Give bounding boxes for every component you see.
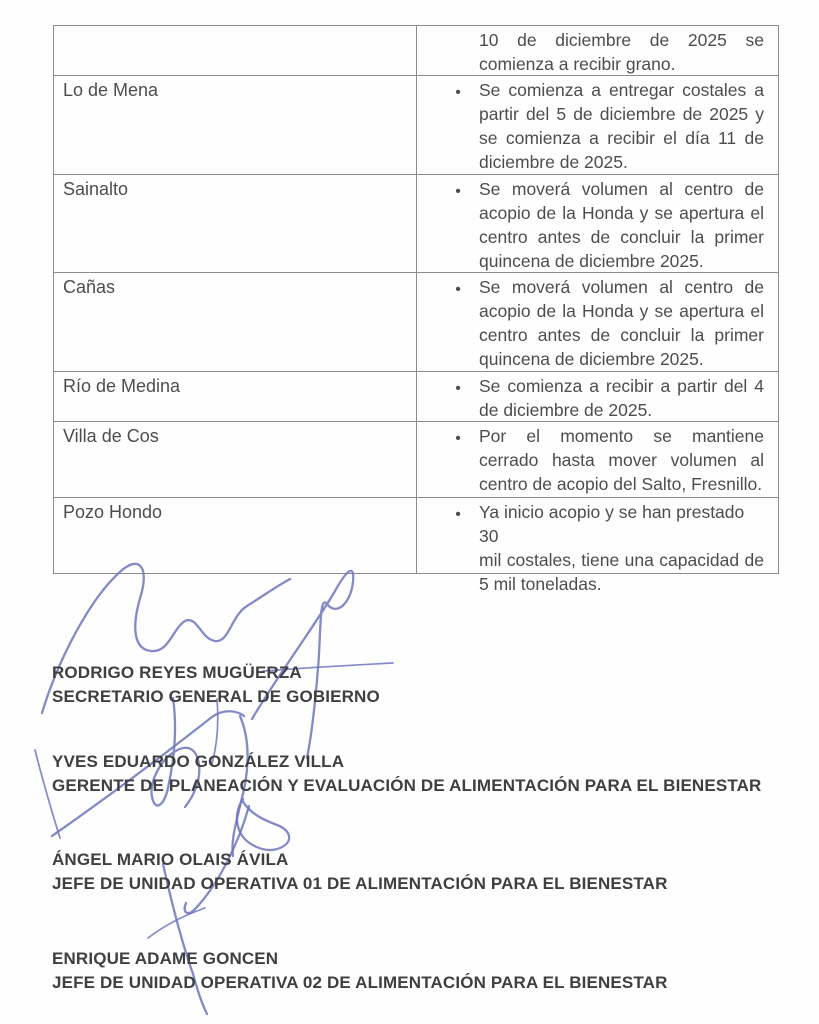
signatory-block: [52, 750, 761, 797]
note-line: 5 mil toneladas.: [479, 574, 602, 594]
note-text: [479, 500, 764, 594]
signatory-name: ÁNGEL MARIO OLAIS ÁVILA: [52, 850, 289, 869]
location-cell: [54, 76, 417, 174]
note-line: centro antes de concluir la primer: [479, 325, 764, 345]
note-cell: [417, 26, 778, 75]
signatory-block: [52, 661, 380, 708]
bullet-icon: •: [455, 430, 461, 447]
signatory-title: JEFE DE UNIDAD OPERATIVA 02 DE ALIMENTACIÓN PARA EL BIENESTAR: [52, 972, 668, 992]
note-text: [479, 28, 764, 75]
note-line: de diciembre de 2025.: [479, 400, 653, 420]
note-line: se comienza a recibir el día 11 de: [479, 128, 764, 148]
note-line: centro antes de concluir la primer: [479, 227, 764, 247]
signatory-title: SECRETARIO GENERAL DE GOBIERNO: [52, 686, 380, 706]
note-cell: [417, 76, 778, 174]
note-line: mil costales, tiene una capacidad de: [479, 550, 764, 570]
note-line: quincena de diciembre 2025.: [479, 349, 704, 369]
note-cell: [417, 498, 778, 594]
note-line: Por el momento se mantiene: [479, 426, 764, 446]
table-row: [54, 76, 778, 175]
note-text: [479, 374, 764, 421]
table-row: [54, 498, 778, 594]
signatory-name: YVES EDUARDO GONZÁLEZ VILLA: [52, 752, 345, 771]
note-cell: [417, 372, 778, 421]
location-cell: [54, 26, 417, 75]
location-cell: [54, 175, 417, 272]
location-label: Sainalto: [63, 179, 129, 199]
bullet-icon: •: [455, 84, 461, 101]
note-text: [479, 78, 764, 174]
note-line: Ya inicio acopio y se han prestado 30: [479, 502, 745, 546]
location-cell: [54, 273, 417, 371]
location-cell: [54, 372, 417, 421]
bullet-icon: [437, 28, 479, 75]
note-line: diciembre de 2025.: [479, 152, 628, 172]
bullet-icon: •: [455, 183, 461, 200]
note-cell: [417, 422, 778, 497]
location-label: Río de Medina: [63, 376, 181, 396]
location-cell: [54, 422, 417, 497]
acopio-centers-table: [53, 25, 779, 594]
location-label: Lo de Mena: [63, 80, 159, 100]
note-line: Se comienza a entregar costales a: [479, 80, 764, 100]
location-label: Pozo Hondo: [63, 502, 163, 522]
note-cell: [417, 175, 778, 272]
signatory-title: JEFE DE UNIDAD OPERATIVA 01 DE ALIMENTACIÓN PARA EL BIENESTAR: [52, 873, 668, 893]
table-row: [54, 273, 778, 372]
table-row: [54, 422, 778, 498]
note-line: 10 de diciembre de 2025 se: [479, 30, 764, 50]
note-line: centro de acopio del Salto, Fresnillo.: [479, 474, 763, 494]
table-row: [54, 372, 778, 422]
note-text: [479, 275, 764, 371]
signatory-name: ENRIQUE ADAME GONCEN: [52, 949, 279, 968]
bullet-icon: •: [455, 506, 461, 523]
note-text: [479, 424, 764, 497]
note-text: [479, 177, 764, 272]
table-row: [54, 175, 778, 273]
signatory-title: GERENTE DE PLANEACIÓN Y EVALUACIÓN DE ALIMENTACIÓN PARA EL BIENESTAR: [52, 775, 762, 795]
note-line: quincena de diciembre 2025.: [479, 251, 704, 271]
note-line: comienza a recibir grano.: [479, 54, 676, 74]
note-line: acopio de la Honda y se apertura el: [479, 203, 764, 223]
note-line: Se comienza a recibir a partir del 4: [479, 376, 764, 396]
signatory-block: [52, 848, 668, 895]
signatory-name: RODRIGO REYES MUGÜERZA: [52, 663, 302, 682]
note-line: cerrado hasta mover volumen al: [479, 450, 764, 470]
location-label: Cañas: [63, 277, 116, 297]
note-line: Se moverá volumen al centro de: [479, 277, 764, 297]
note-line: acopio de la Honda y se apertura el: [479, 301, 764, 321]
note-line: partir del 5 de diciembre de 2025 y: [479, 104, 764, 124]
bullet-icon: •: [455, 380, 461, 397]
location-cell: [54, 498, 417, 573]
bullet-icon: •: [455, 281, 461, 298]
note-line: Se moverá volumen al centro de: [479, 179, 764, 199]
table-row: [54, 26, 778, 76]
note-cell: [417, 273, 778, 371]
signatory-block: [52, 947, 668, 994]
location-label: Villa de Cos: [63, 426, 159, 446]
